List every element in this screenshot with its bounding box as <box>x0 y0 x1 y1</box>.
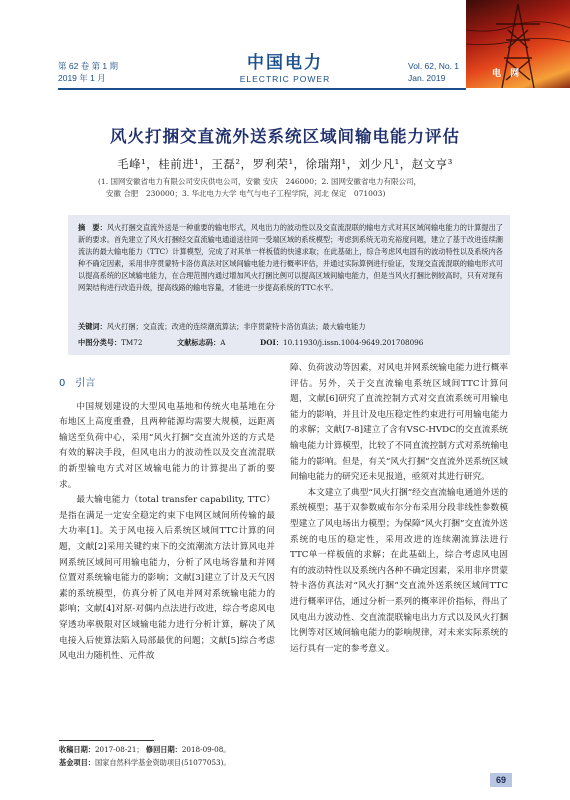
keywords-text: 风火打捆；交直流；改进的连续潮流算法；非序贯蒙特卡洛仿真法；最大输电能力 <box>106 322 366 331</box>
doc-code-value: A <box>220 338 226 347</box>
paragraph: 最大输电能力（total transfer capability, TTC）是指在满足一定安全稳定约束下电网区域间所传输的最大功率[1]。关于风电接入后系统区域间TTC计算的问题，文献[2]采用关键约束下的交流潮流方法计算风电并网系统区域间可用输电能力，分析了风电场容量和并网位置对系统输电能力的影响；文献[3]建立了计及天气因素的系统模型，仿真分析了风电并网对系统输电能力的影响；文献[4]对原-对偶内点法进行改进，综合考虑风电穿透功率极限对区域输电能力进行分析计算，解决了风电接入后使算法陷入局部最优的问题；文献[5]综合考虑风电出力随机性、元件故 <box>59 495 275 662</box>
received-date: 2017-08-21； <box>94 745 144 754</box>
doi-value: 10.11930/j.issn.1004-9649.201708096 <box>283 338 424 347</box>
abstract <box>78 222 503 295</box>
volume-en: Vol. 62, No. 1 <box>408 61 460 71</box>
revised-label: 修回日期： <box>145 745 182 754</box>
paragraph: 中国规划建设的大型风电基地和传统火电基地在分布地区上高度重叠，且两种能源均需要大规模，远距离输送至负荷中心，采用“风火打捆”交直流外送的方式是有效的解决手段，但风电出力的波动性以及交直流混联的新型输电方式对区域输电能力的计算提出了新的要求。 <box>59 401 275 490</box>
date-en: Jan. 2019 <box>408 73 446 83</box>
journal-name-en: ELECTRIC POWER <box>239 74 331 84</box>
keywords <box>78 321 503 333</box>
volume-cn: 第 62 卷 第 1 期 <box>58 61 118 71</box>
body-column-right <box>290 361 508 657</box>
affiliation-line-2: 安徽 合肥 230000；3. 华北电力大学 电气与电子工程学院，河北 保定 071003) <box>106 189 386 198</box>
article-title: 风火打捆交直流外送系统区域间输电能力评估 <box>110 127 460 146</box>
doi-label: DOI： <box>259 338 284 347</box>
footnote-rule <box>59 740 154 741</box>
classification-line <box>78 337 503 349</box>
affiliation-line-1: (1. 国网安徽省电力有限公司安庆供电公司，安徽 安庆 246000；2. 国网安徽省电力有限公司， <box>98 177 422 186</box>
page-number: 69 <box>490 773 512 787</box>
journal-volume-en <box>408 60 459 84</box>
keywords-label: 关键词： <box>78 322 107 331</box>
date-cn: 2019 年 1 月 <box>58 73 106 83</box>
clc-value: TM72 <box>121 338 143 347</box>
fund-text: 国家自然科学基金资助项目(51077053)。 <box>94 758 231 767</box>
journal-name-cn: 中国电力 <box>247 53 323 73</box>
paragraph: 本文建立了典型“风火打捆”经交直流输电通道外送的系统模型；基于双参数威布尔分布采用分段非线性参数模型建立了风电场出力模型；为保障“风火打捆”交直流外送系统的电压的稳定性，采用改进的连续潮流算法进行TTC单一样板值的求解；在此基础上，综合考虑风电固有的波动特性以及系统内各种不确定因素，采用非序贯蒙特卡洛仿真法对“风火打捆”交直流外送系统区域间TTC进行概率评估，通过分析一系列的概率评价指标，得出了风电出力波动性、交直流混联输电出力方式以及风火打捆比例等对区域间输电能力的影响规律，对未来实际系统的运行具有一定的参考意义。 <box>290 487 508 654</box>
abstract-label: 摘 要： <box>78 223 107 232</box>
cover-label: 电 网 <box>492 69 523 79</box>
doc-code-label: 文献标志码： <box>177 338 221 347</box>
paragraph: 障、负荷波动等因素，对风电并网系统输电能力进行概率评估。另外，关于交直流输电系统区域间TTC计算问题，文献[6]研究了直流控制方式对交直流系统可用输电能力的影响，并且计及电压稳定性约束进行可用输电能力的求解；文献[7-8]建立了含有VSC-HVDC的交直流系统输电能力计算模型，比较了不同直流控制方式对系统输电能力的影响。但是，有关“风火打捆”交直流外送系统区域间输电能力的研究还未见报道，亟须对其进行研究。 <box>290 363 508 483</box>
affiliations <box>98 176 478 200</box>
footnote-fund <box>59 757 275 769</box>
received-label: 收稿日期： <box>59 745 95 754</box>
section-heading: 0 引言 <box>59 378 96 389</box>
fund-label: 基金项目： <box>59 758 95 767</box>
header-rule <box>58 88 466 90</box>
abstract-text: 风火打捆交直流外送是一种重要的输电形式，风电出力的波动性以及交直流混联的输电方式对其区域间输电能力的计算提出了新的要求。首先建立了风火打捆经交直流输电通道送往同一受端区域的系统模型；考虑到系统无功充裕度问题，建立了基于改进连续潮流法的最大输电能力（TTC）计算模型，完成了对其单一样板值的快速求取；在此基础上，综合考虑风电固有的波动特性以及系统内各种不确定因素，采用非序贯蒙特卡洛仿真法对区域间输电能力进行概率评估，并通过实际算例进行验证，发现交直流混联的输电形式可以提高系统的区域输电能力，在合理范围内通过增加风火打捆比例可以提高区域间输电能力，但是当风火打捆比例较高时，只有对现有网架结构进行改造升级，提高线路的输电容量，才能进一步提高系统的TTC水平。 <box>78 223 503 293</box>
body-column-left <box>59 376 275 665</box>
author-list: 毛峰¹，桂前进¹，王磊²，罗利荣¹，徐瑞翔¹，刘少凡¹，赵文亨³ <box>117 157 453 171</box>
revised-date: 2018-09-08。 <box>181 745 231 754</box>
footnote-dates <box>59 744 275 756</box>
clc-label: 中图分类号： <box>78 338 122 347</box>
